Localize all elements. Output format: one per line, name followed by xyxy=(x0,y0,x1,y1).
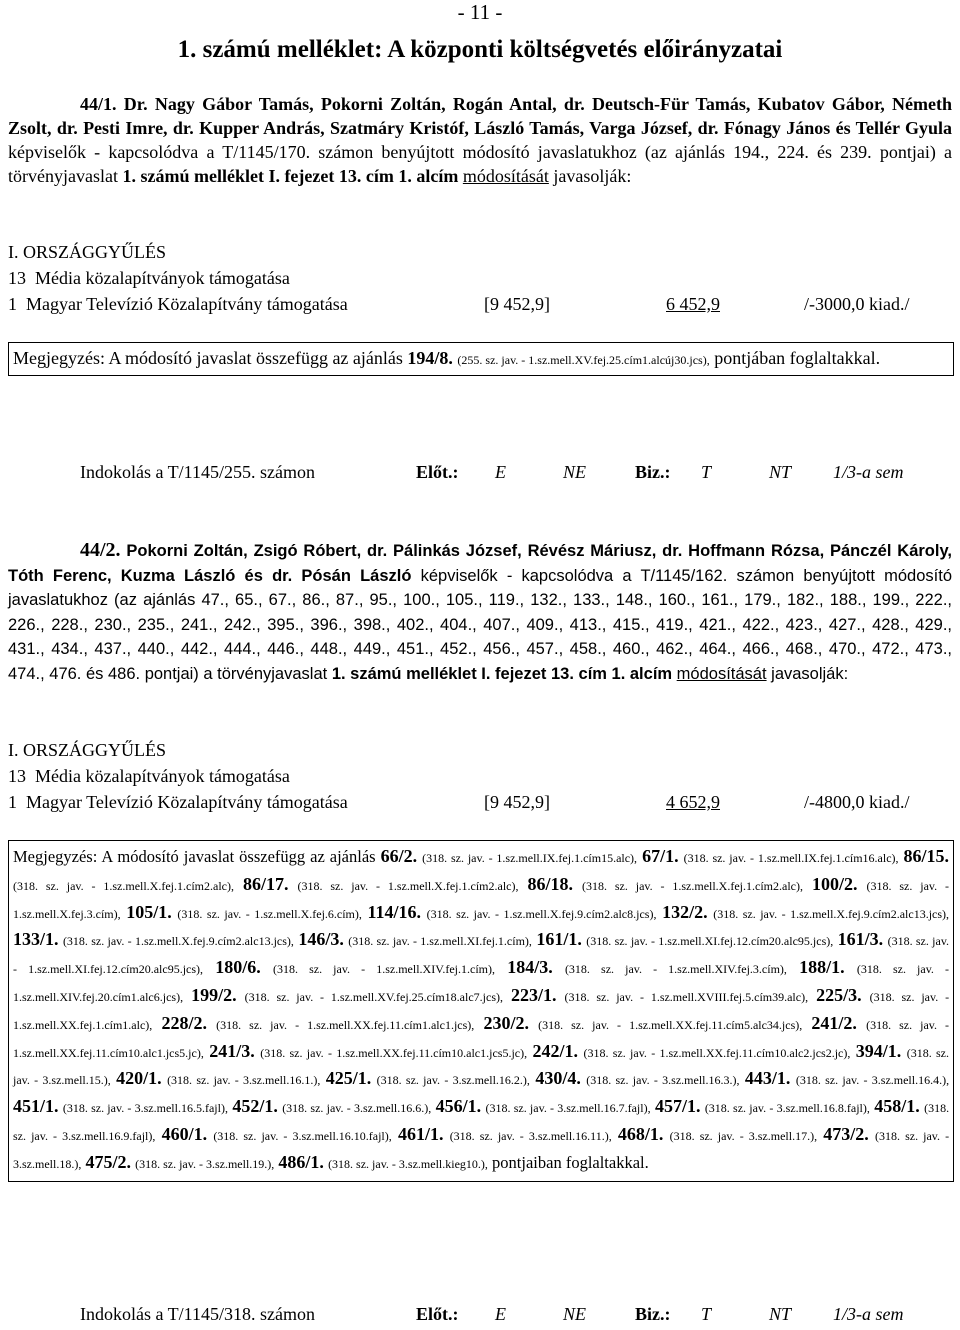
note-ref-number: 420/1. xyxy=(116,1068,162,1089)
note-ref-number: 425/1. xyxy=(325,1068,372,1089)
annex-title: 1. számú melléklet: A központi költségvetés előirányzatai xyxy=(177,36,783,63)
title-label: 13 Média közalapítványok támogatása xyxy=(8,766,290,786)
title-line xyxy=(8,766,952,790)
note-ref-detail: (318. sz. jav. - 3.sz.mell.16.10.fajl), xyxy=(213,1128,392,1143)
vote-nt: NT xyxy=(769,462,792,482)
submitter-names: Pokorni Zoltán, Zsigó Róbert, dr. Pálinkás József, Révész Máriusz, dr. Hoffmann Rózsa, Pánczél Károly, Tóth Ferenc, Kuzma László és dr. Pósán László xyxy=(8,542,952,585)
note-ref-detail: (255. sz. jav. - 1.sz.mell.XV.fej.25.cím1.alcúj30.jcs), xyxy=(457,353,710,367)
note-ref-number: 468/1. xyxy=(617,1123,664,1144)
note-ref-detail: (318. sz. jav. - 3.sz.mell.16.2.), xyxy=(376,1073,530,1088)
note-lead: Megjegyzés: A módosító javaslat összefügg az ajánlás xyxy=(13,847,376,866)
note-ref-detail: (318. sz. jav. - 3.sz.mell.16.8.fajl), xyxy=(704,1101,870,1116)
note-ref-number: 66/2. xyxy=(380,846,418,866)
note-ref-detail: (318. sz. jav. - 1.sz.mell.IX.fej.1.cím16.alc), xyxy=(683,851,899,865)
page-number: - 11 - xyxy=(457,0,503,24)
note-ref-number: 100/2. xyxy=(811,873,858,894)
note-ref-number: 184/3. xyxy=(507,957,553,978)
note-ref-detail: (318. sz. jav. - 1.sz.mell.X.fej.1.cím2.alc), xyxy=(297,878,519,893)
vote-ne: NE xyxy=(563,1304,587,1324)
note-ref-detail: (318. sz. jav. - 1.sz.mell.XV.fej.25.cím18.alc7.jcs), xyxy=(244,989,503,1004)
note-ref-detail: (318. sz. jav. - 3.sz.mell.16.1.), xyxy=(167,1073,321,1088)
note-ref-detail: (318. sz. jav. - 1.sz.mell.X.fej.1.cím2.alc), xyxy=(13,878,234,893)
amendment-44-2-intro xyxy=(8,538,952,686)
budget-item-row xyxy=(8,792,952,816)
note-ref-number: 451/1. xyxy=(13,1096,59,1117)
reasoning-label: Indokolás a T/1145/318. számon xyxy=(80,1304,315,1324)
note-ref-detail: (318. sz. jav. - 1.sz.mell.X.fej.1.cím2.alc), xyxy=(582,878,803,893)
note-ref-detail: (318. sz. jav. - 1.sz.mell.XIV.fej.3.cím), xyxy=(564,962,787,977)
note-ref-detail: (318. sz. jav. - 1.sz.mell.XX.fej.11.cím1.alc1.jcs), xyxy=(216,1017,475,1032)
vote-nt: NT xyxy=(769,1304,792,1324)
annex-reference: 1. számú melléklet I. fejezet 13. cím 1. alcím xyxy=(331,664,673,683)
note-ref-detail: (318. sz. jav. - 3.sz.mell.18.), xyxy=(13,1128,950,1171)
note-refs xyxy=(13,847,949,1172)
note-ref-detail: (318. sz. jav. - 3.sz.mell.16.4.), xyxy=(795,1073,950,1088)
note-ref-number: 86/18. xyxy=(527,873,573,894)
reasoning-label: Indokolás a T/1145/255. számon xyxy=(80,462,315,482)
note-ref-detail: (318. sz. jav. - 1.sz.mell.XX.fej.1.cím1.alc), xyxy=(13,989,950,1032)
modify-word: módosítását xyxy=(462,166,549,186)
submitter-names: Dr. Nagy Gábor Tamás, Pokorni Zoltán, Rogán Antal, dr. Deutsch-Für Tamás, Kubatov Gábor, Németh Zsolt, dr. Pesti Imre, dr. Kupper András, Szatmáry Kristóf, László Tamás, Varga József, dr. Fónagy János és Tellér Gyula xyxy=(8,94,953,138)
note-ref-number: 475/2. xyxy=(85,1151,131,1172)
note-ref-detail: (318. sz. jav. - 1.sz.mell.XIV.fej.20.cím1.alc6.jcs), xyxy=(13,962,950,1004)
vote-sem: 1/3-a sem xyxy=(833,1304,904,1324)
new-amount: 4 652,9 xyxy=(666,792,720,812)
intro-connector: képviselők - kapcsolódva a T/1145/162. számon benyújtott módosító javaslatukhoz (az ajánlás 47., 65., 67., 86., 87., 95., 100., 105., 119., 132., 133., 148., 160., 161., 179., 182., 188., 199., 222., 226., 228., 230., 235., 241., 242., 395., 396., 398., 402., 404., 407., 409., 413., 415., 419., 421., 422., 423., 427., 428., 429., 431., 434., 437., 440., 442., 444., 446., 448., 449., 451., 452., 456., 457., 458., 460., 462., 464., 466., 468., 470., 472., 473., 474., 476. és 486. pontjai) a törvényjavaslat xyxy=(8,566,952,683)
note-ref-detail: (318. sz. jav. - 1.sz.mell.XI.fej.12.cím20.alc95.jcs), xyxy=(13,934,950,977)
chapter-label: I. ORSZÁGGYŰLÉS xyxy=(8,740,167,760)
title-line xyxy=(8,268,952,292)
note-box xyxy=(8,840,954,1182)
vote-e: E xyxy=(495,462,506,482)
note-ref-detail: (318. sz. jav. - 1.sz.mell.X.fej.9.cím2.alc13.jcs), xyxy=(62,934,294,949)
note-ref-number: 86/15. xyxy=(903,846,950,866)
intro-connector: képviselők - kapcsolódva a T/1145/170. számon benyújtott módosító javaslatukhoz (az ajánlás 194., 224. és 239. pontjai) a törvényjavaslat xyxy=(8,142,952,186)
note-ref-number: 241/2. xyxy=(811,1012,857,1033)
biz-label: Biz.: xyxy=(635,462,671,482)
note-ref-number: 486/1. xyxy=(278,1151,324,1172)
change-amount: /-3000,0 kiad./ xyxy=(804,294,910,314)
note-ref-number: 132/2. xyxy=(662,901,708,922)
note-ref-number: 241/3. xyxy=(209,1040,255,1061)
vote-ne: NE xyxy=(563,462,587,482)
intro-tail: javasolják: xyxy=(771,664,849,683)
note-ref-number: 180/6. xyxy=(215,957,261,978)
note-ref-detail: (318. sz. jav. - 1.sz.mell.X.fej.3.cím), xyxy=(13,878,949,921)
modify-word: módosítását xyxy=(676,664,767,683)
elot-label: Előt.: xyxy=(416,462,459,482)
note-ref-detail: (318. sz. jav. - 3.sz.mell.16.3.), xyxy=(586,1073,740,1088)
note-ref-detail: (318. sz. jav. - 3.sz.mell.16.9.fajl), xyxy=(13,1101,950,1143)
new-amount: 6 452,9 xyxy=(666,294,720,314)
note-lead: Megjegyzés: A módosító javaslat összefügg az ajánlás xyxy=(13,348,403,368)
annex-reference: 1. számú melléklet I. fejezet 13. cím 1. alcím xyxy=(122,166,459,186)
chapter-label: I. ORSZÁGGYŰLÉS xyxy=(8,242,167,262)
note-ref-detail: (318. sz. jav. - 3.sz.mell.16.6.), xyxy=(282,1101,432,1116)
note-ref-number: 86/17. xyxy=(242,873,289,894)
note-ref-detail: (318. sz. jav. - 1.sz.mell.XIV.fej.1.cím), xyxy=(273,962,495,977)
original-amount: [9 452,9] xyxy=(484,792,550,812)
note-ref-number: 105/1. xyxy=(126,901,172,922)
note-ref-detail: (318. sz. jav. - 1.sz.mell.IX.fej.1.cím15.alc), xyxy=(422,851,638,865)
vote-e: E xyxy=(495,1304,506,1324)
note-ref-detail: (318. sz. jav. - 1.sz.mell.XVIII.fej.5.cím39.alc), xyxy=(564,989,809,1004)
chapter-line xyxy=(8,740,952,764)
amendment-44-1-intro xyxy=(8,92,952,188)
biz-label: Biz.: xyxy=(635,1304,671,1324)
note-ref-detail: (318. sz. jav. - 1.sz.mell.XX.fej.11.cím10.alc2.jcs2.jc), xyxy=(583,1045,851,1060)
note-ref-number: 394/1. xyxy=(855,1040,902,1061)
note-ref-number: 67/1. xyxy=(642,846,679,866)
note-ref-number: 458/1. xyxy=(874,1096,920,1117)
note-ref-number: 223/1. xyxy=(510,984,557,1005)
vote-sem: 1/3-a sem xyxy=(833,462,904,482)
note-ref-detail: (318. sz. jav. - 1.sz.mell.X.fej.9.cím2.alc13.jcs), xyxy=(713,906,950,921)
note-ref-number: 194/8. xyxy=(407,348,453,368)
budget-item-row xyxy=(8,294,952,318)
vote-t: T xyxy=(701,1304,712,1324)
note-ref-number: 146/3. xyxy=(298,929,344,950)
original-amount: [9 452,9] xyxy=(484,294,550,314)
note-ref-number: 456/1. xyxy=(435,1096,482,1117)
note-ref-detail: (318. sz. jav. - 3.sz.mell.16.11.), xyxy=(449,1128,612,1143)
note-ref-detail: (318. sz. jav. - 1.sz.mell.X.fej.6.cím), xyxy=(177,906,362,921)
note-ref-number: 161/1. xyxy=(536,929,582,950)
note-ref-detail: (318. sz. jav. - 3.sz.mell.19.), xyxy=(135,1156,275,1171)
amendment-id: 44/1. xyxy=(80,94,117,114)
note-ref-detail: (318. sz. jav. - 1.sz.mell.XX.fej.11.cím10.alc1.jcs5.jc), xyxy=(260,1045,528,1060)
note-box xyxy=(8,342,954,376)
note-ref-detail: (318. sz. jav. - 1.sz.mell.XI.fej.1.cím), xyxy=(348,934,532,949)
note-ref-number: 161/3. xyxy=(837,929,884,950)
note-ref-number: 473/2. xyxy=(823,1123,869,1144)
note-tail: pontjában foglaltakkal. xyxy=(714,348,881,368)
note-ref-number: 114/16. xyxy=(367,901,422,922)
intro-tail: javasolják: xyxy=(553,166,632,186)
item-label: 1 Magyar Televízió Közalapítvány támogatása xyxy=(8,792,348,812)
note-ref-number: 460/1. xyxy=(161,1123,208,1144)
title-label: 13 Média közalapítványok támogatása xyxy=(8,268,290,288)
note-ref-detail: (318. sz. jav. - 1.sz.mell.XX.fej.11.cím5.alc34.jcs), xyxy=(538,1017,803,1032)
note-ref-detail: (318. sz. jav. - 1.sz.mell.XI.fej.12.cím20.alc95.jcs), xyxy=(586,934,834,949)
note-ref-detail: (318. sz. jav. - 3.sz.mell.17.), xyxy=(669,1128,818,1143)
note-ref-number: 461/1. xyxy=(397,1123,444,1144)
note-tail: pontjaiban foglaltakkal. xyxy=(492,1152,649,1172)
note-ref-number: 188/1. xyxy=(799,957,845,978)
note-ref-detail: (318. sz. jav. - 3.sz.mell.16.7.fajl), xyxy=(485,1101,651,1116)
note-ref-detail: (318. sz. jav. - 3.sz.mell.16.5.fajl), xyxy=(62,1101,228,1116)
note-ref-detail: (318. sz. jav. - 1.sz.mell.X.fej.9.cím2.alc8.jcs), xyxy=(426,906,657,921)
note-ref-number: 443/1. xyxy=(744,1068,791,1089)
reasoning-row xyxy=(0,1304,960,1330)
note-ref-number: 230/2. xyxy=(483,1012,529,1033)
note-ref-number: 199/2. xyxy=(191,984,237,1005)
note-ref-detail: (318. sz. jav. - 1.sz.mell.XX.fej.11.cím10.alc1.jcs5.jc), xyxy=(13,1017,950,1060)
note-ref-number: 228/2. xyxy=(161,1012,207,1033)
note-ref-number: 225/3. xyxy=(816,984,862,1005)
note-ref-number: 457/1. xyxy=(654,1096,701,1117)
amendment-id: 44/2. xyxy=(80,539,121,561)
change-amount: /-4800,0 kiad./ xyxy=(804,792,910,812)
elot-label: Előt.: xyxy=(416,1304,459,1324)
chapter-line xyxy=(8,242,952,266)
note-ref-number: 242/1. xyxy=(532,1040,579,1061)
note-ref-number: 430/4. xyxy=(535,1068,581,1089)
item-label: 1 Magyar Televízió Közalapítvány támogatása xyxy=(8,294,348,314)
note-ref-number: 133/1. xyxy=(13,929,59,950)
note-ref-detail: (318. sz. jav. - 3.sz.mell.kieg10.), xyxy=(328,1156,488,1171)
reasoning-row xyxy=(0,462,960,488)
vote-t: T xyxy=(701,462,712,482)
note-ref-detail: (318. sz. jav. - 3.sz.mell.15.), xyxy=(13,1045,949,1088)
note-ref-number: 452/1. xyxy=(232,1096,278,1117)
